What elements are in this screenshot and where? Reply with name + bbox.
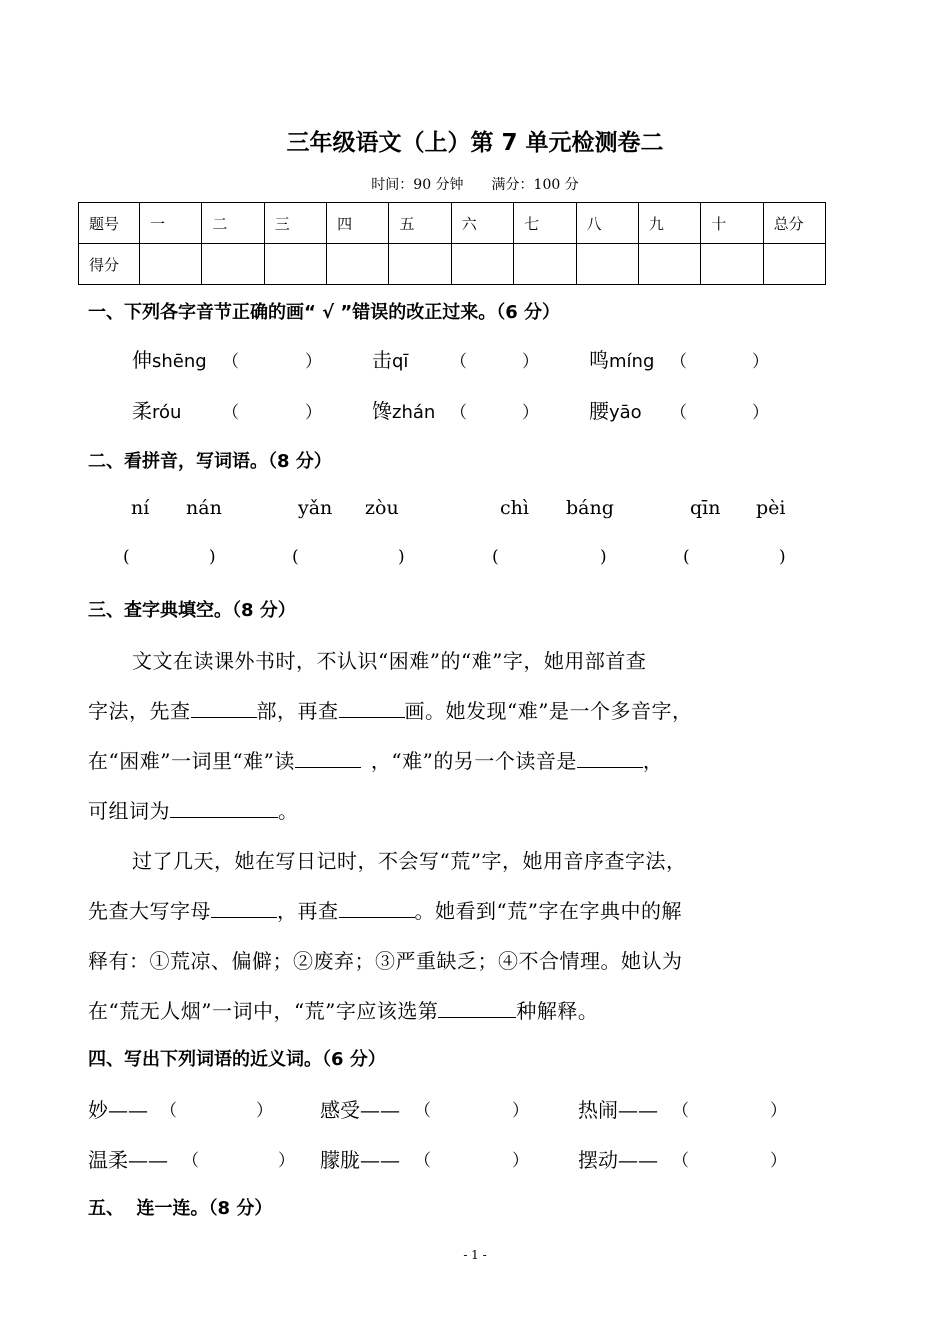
paren-close: ） bbox=[770, 1101, 787, 1121]
pinyin-syllable: chì bbox=[500, 497, 529, 519]
pinyin-item bbox=[132, 395, 181, 424]
time-limit: 时间：90 分钟 bbox=[371, 177, 464, 193]
exam-info bbox=[0, 174, 950, 194]
paren-close: ） bbox=[752, 352, 769, 372]
text-segment: 。 bbox=[278, 799, 299, 823]
paren-open: （ bbox=[450, 403, 467, 423]
item-pinyin: zhán bbox=[392, 402, 436, 423]
section1-heading: 一、下列各字音节正确的画“ √ ”错误的改正过来。（6 分） bbox=[88, 302, 560, 323]
item-char: 击 bbox=[372, 348, 392, 372]
paren-open: （ bbox=[182, 1151, 199, 1171]
fill-blank[interactable] bbox=[211, 899, 277, 918]
score-table-header-cell: 七 bbox=[514, 203, 576, 244]
section3-heading: 三、查字典填空。（8 分） bbox=[88, 600, 296, 621]
score-cell[interactable] bbox=[763, 244, 825, 285]
text-segment: 先查大写字母 bbox=[88, 899, 211, 923]
fill-blank[interactable] bbox=[339, 899, 415, 918]
paren-open: （ bbox=[672, 1151, 689, 1171]
score-cell[interactable] bbox=[140, 244, 202, 285]
paren-open: （ bbox=[222, 403, 239, 423]
pinyin-syllable: báng bbox=[566, 497, 614, 519]
item-char: 伸 bbox=[132, 348, 152, 372]
pinyin-item bbox=[589, 395, 642, 424]
pinyin-syllable: qīn bbox=[690, 497, 721, 519]
score-cell[interactable] bbox=[389, 244, 451, 285]
pinyin-syllable: pèi bbox=[756, 497, 786, 519]
paragraph-line bbox=[88, 695, 692, 724]
section4-heading: 四、写出下列词语的近义词。（6 分） bbox=[88, 1049, 386, 1070]
paragraph-line: 释有：①荒凉、偏僻；②废弃；③严重缺乏；④不合情理。她认为 bbox=[88, 949, 683, 973]
full-score: 满分：100 分 bbox=[491, 177, 579, 193]
synonym-word: 感受—— bbox=[320, 1098, 400, 1122]
paren-close: ) bbox=[398, 547, 405, 567]
item-pinyin: shēng bbox=[152, 351, 207, 372]
paren-open: （ bbox=[672, 1101, 689, 1121]
text-segment: 字法，先查 bbox=[88, 699, 191, 723]
paren-open: （ bbox=[670, 403, 687, 423]
score-cell[interactable] bbox=[638, 244, 700, 285]
text-segment: 种解释。 bbox=[516, 999, 599, 1023]
score-cell[interactable] bbox=[451, 244, 513, 285]
section5-heading: 五、 连一连。（8 分） bbox=[88, 1198, 273, 1219]
score-table bbox=[78, 202, 826, 285]
paren-close: ) bbox=[779, 547, 786, 567]
score-cell[interactable] bbox=[701, 244, 763, 285]
text-segment: 在“荒无人烟”一词中，“荒”字应该选第 bbox=[88, 999, 439, 1023]
paren-close: ) bbox=[209, 547, 216, 567]
paren-open: ( bbox=[492, 547, 499, 567]
paren-close: ） bbox=[770, 1151, 787, 1171]
pinyin-item bbox=[372, 344, 408, 373]
item-char: 柔 bbox=[132, 399, 152, 423]
item-char: 馋 bbox=[372, 399, 392, 423]
paren-open: （ bbox=[222, 352, 239, 372]
paren-close: ） bbox=[256, 1101, 273, 1121]
paren-open: ( bbox=[292, 547, 299, 567]
item-pinyin: qī bbox=[392, 351, 409, 372]
paren-open: ( bbox=[683, 547, 690, 567]
score-table-header-cell: 十 bbox=[701, 203, 763, 244]
pinyin-syllable: ní bbox=[131, 497, 150, 519]
pinyin-item bbox=[589, 344, 654, 373]
item-pinyin: yāo bbox=[609, 402, 642, 423]
fill-blank[interactable] bbox=[577, 749, 643, 768]
synonym-word: 摆动—— bbox=[578, 1148, 658, 1172]
paren-close: ） bbox=[522, 352, 539, 372]
text-segment: ，“难”的另一个读音是 bbox=[370, 749, 577, 773]
score-table-header-cell: 题号 bbox=[79, 203, 140, 244]
score-table-header-cell: 五 bbox=[389, 203, 451, 244]
paragraph-line: 过了几天，她在写日记时，不会写“荒”字，她用音序查字法， bbox=[132, 849, 687, 873]
score-row-label: 得分 bbox=[79, 244, 140, 285]
fill-blank[interactable] bbox=[170, 799, 278, 818]
fill-blank[interactable] bbox=[295, 749, 361, 768]
text-segment: ，再查 bbox=[277, 899, 339, 923]
score-cell[interactable] bbox=[202, 244, 264, 285]
page-title: 三年级语文（上）第 7 单元检测卷二 bbox=[286, 130, 664, 156]
paren-close: ） bbox=[512, 1101, 529, 1121]
score-table-header-cell: 九 bbox=[638, 203, 700, 244]
score-cell[interactable] bbox=[576, 244, 638, 285]
score-table-header-row bbox=[79, 203, 826, 244]
paragraph-line: 文文在读课外书时，不认识“困难”的“难”字，她用部首查 bbox=[132, 649, 647, 673]
text-segment: 画。她发现“难”是一个多音字， bbox=[404, 699, 693, 723]
paragraph-line bbox=[88, 895, 682, 924]
score-cell[interactable] bbox=[264, 244, 326, 285]
text-segment: ， bbox=[642, 749, 664, 773]
paren-open: （ bbox=[414, 1101, 431, 1121]
score-table-header-cell: 二 bbox=[202, 203, 264, 244]
synonym-word: 热闹—— bbox=[578, 1098, 658, 1122]
item-pinyin: míng bbox=[609, 351, 655, 372]
score-table-header-cell: 八 bbox=[576, 203, 638, 244]
paren-open: （ bbox=[450, 352, 467, 372]
score-table-header-cell: 一 bbox=[140, 203, 202, 244]
fill-blank[interactable] bbox=[191, 699, 257, 718]
pinyin-syllable: nán bbox=[186, 497, 222, 519]
section2-heading: 二、看拼音，写词语。（8 分） bbox=[88, 451, 332, 472]
page-number: - 1 - bbox=[463, 1248, 487, 1262]
paragraph-line bbox=[88, 795, 299, 824]
paren-close: ） bbox=[522, 403, 539, 423]
paragraph-line bbox=[88, 995, 598, 1024]
paren-open: ( bbox=[123, 547, 130, 567]
paren-close: ） bbox=[512, 1151, 529, 1171]
score-cell[interactable] bbox=[514, 244, 576, 285]
paren-close: ） bbox=[305, 352, 322, 372]
score-table-score-row bbox=[79, 244, 826, 285]
text-segment: 。她看到“荒”字在字典中的解 bbox=[414, 899, 682, 923]
score-table-header-cell: 总分 bbox=[763, 203, 825, 244]
score-table-header-cell: 三 bbox=[264, 203, 326, 244]
item-char: 腰 bbox=[589, 399, 609, 423]
fill-blank[interactable] bbox=[339, 699, 405, 718]
text-segment: 部，再查 bbox=[256, 699, 339, 723]
paren-close: ） bbox=[278, 1151, 295, 1171]
score-table-header-cell: 四 bbox=[327, 203, 389, 244]
synonym-word: 温柔—— bbox=[88, 1148, 168, 1172]
synonym-word: 妙—— bbox=[88, 1098, 148, 1122]
item-pinyin: róu bbox=[152, 402, 182, 423]
pinyin-item bbox=[372, 395, 435, 424]
paren-close: ） bbox=[305, 403, 322, 423]
score-cell[interactable] bbox=[327, 244, 389, 285]
paren-close: ) bbox=[600, 547, 607, 567]
pinyin-syllable: yǎn bbox=[298, 497, 333, 519]
paren-open: （ bbox=[160, 1101, 177, 1121]
text-segment: 在“困难”一词里“难”读 bbox=[88, 749, 295, 773]
pinyin-item bbox=[132, 344, 207, 373]
fill-blank[interactable] bbox=[438, 999, 516, 1018]
paren-open: （ bbox=[670, 352, 687, 372]
pinyin-syllable: zòu bbox=[365, 497, 399, 519]
paragraph-line bbox=[88, 745, 663, 774]
paren-open: （ bbox=[414, 1151, 431, 1171]
score-table-header-cell: 六 bbox=[451, 203, 513, 244]
item-char: 鸣 bbox=[589, 348, 609, 372]
text-segment: 可组词为 bbox=[88, 799, 170, 823]
paren-close: ） bbox=[752, 403, 769, 423]
synonym-word: 朦胧—— bbox=[320, 1148, 400, 1172]
